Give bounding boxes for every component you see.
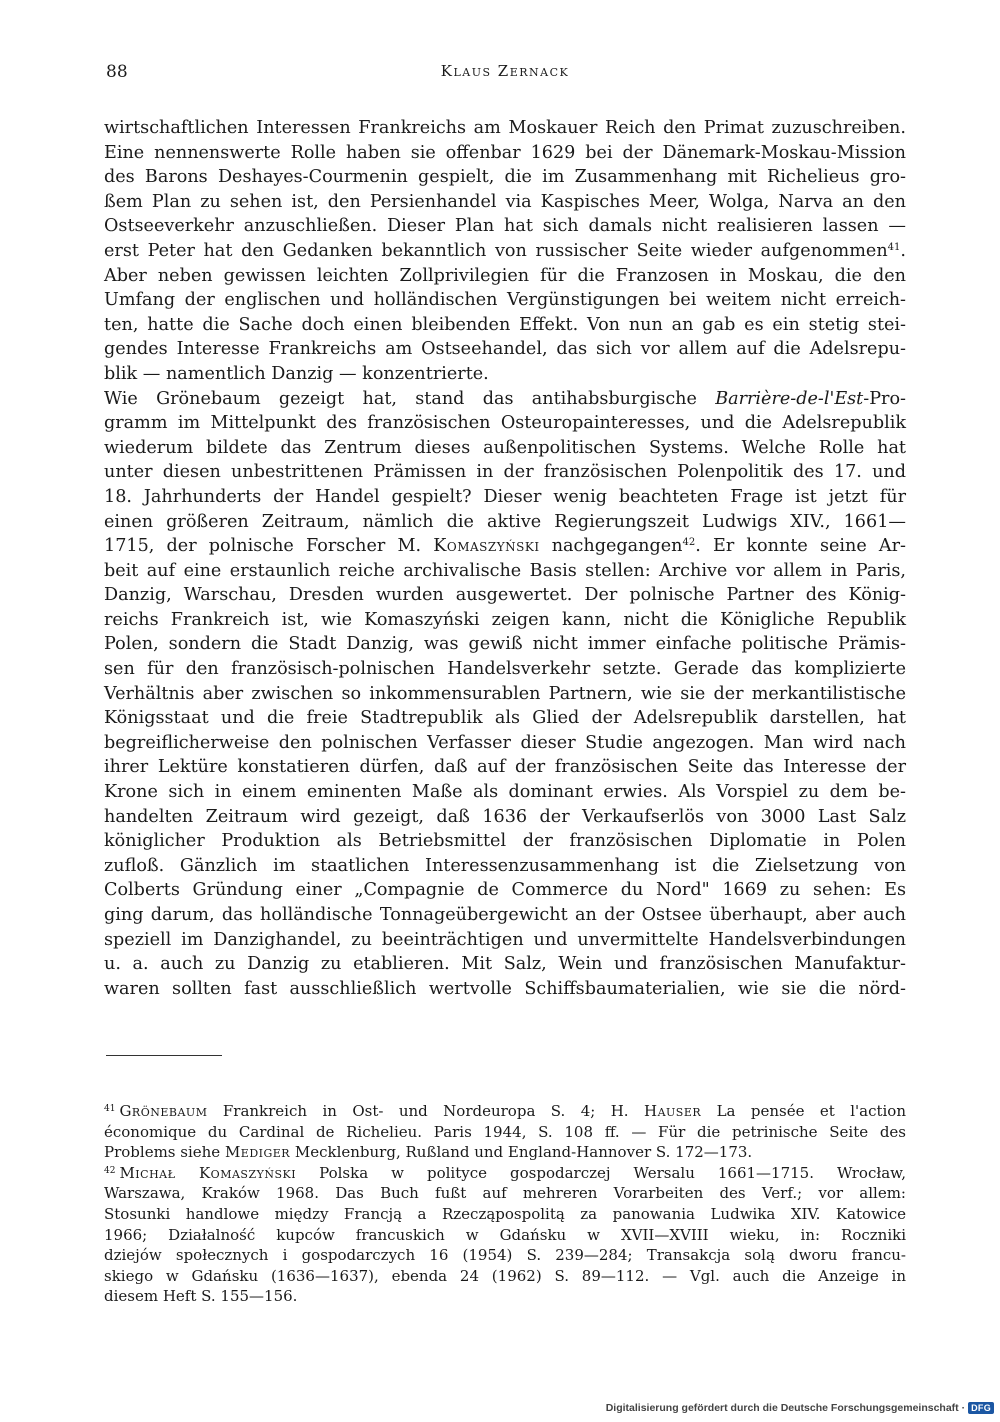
text-line: Ostseeverkehr anzuschließen. Dieser Plan hat sich damals nicht realisieren lassen — [104,216,906,237]
text-line: reichs Frankreich ist, wie Komaszyński zeigen kann, nicht die Königliche Republik [104,609,906,630]
text-line [104,534,906,559]
footnote-ref-42[interactable]: 42 [682,537,696,549]
text-line [104,387,906,412]
footnote-42 [104,1163,906,1184]
text-line: handelten Zeitraum wird gezeigt, daß 1636 der Verkaufserlös von 3000 Last Salz [104,806,906,827]
footnote-line: Warszawa, Kraków 1968. Das Buch fußt auf mehreren Vorarbeiten des Verf.; vor allem: [104,1184,906,1203]
text-fragment: -Pro- [863,388,906,409]
text-line: Aber neben gewissen leichten Zollprivilegien für die Franzosen in Moskau, die den [104,265,906,286]
footnote-line: Stosunki handlowe między Francją a Rzecząpospolitą za panowania Ludwika XIV. Katowice [104,1204,906,1223]
text-fragment: Frankreich in Ost- und Nordeuropa S. 4; H. [207,1102,644,1120]
text-line: Umfang der englischen und holländischen Vergünstigungen bei weitem nicht erreich- [104,290,906,311]
text-line [104,239,906,264]
footnote-number: 42 [104,1165,116,1176]
page-number: 88 [106,62,128,82]
author-name: Hauser [644,1102,702,1120]
text-line: speziell im Danzighandel, zu beeinträchtigen und unvermittelte Handelsverbindungen [104,929,906,950]
text-line: blik — namentlich Danzig — konzentrierte. [104,363,489,384]
author-name: Michał Komaszyński [119,1163,297,1182]
text-line: unter diesen unbestrittenen Prämissen in der französischen Polenpolitik des 17. und [104,462,906,483]
text-line: waren sollten fast ausschließlich wertvolle Schiffsbaumaterialien, wie sie die nörd- [104,978,906,999]
text-line: Krone sich in einem eminenten Maße als dominant erwies. Als Vorspiel zu dem be- [104,782,906,803]
text-fragment: Problems siehe [104,1143,225,1162]
footnote-line: diesem Heft S. 155—156. [104,1287,298,1306]
text-fragment: . Er konnte seine Ar- [695,536,906,557]
body-text [104,116,906,1001]
text-fragment: 1715, der polnische Forscher M. [104,536,434,557]
text-line: zufloß. Gänzlich im staatlichen Interessenzusammenhang ist die Zielsetzung von [104,855,906,876]
text-fragment: La pensée et l'action [701,1102,906,1120]
text-line: ging darum, das holländische Tonnageübergewicht an der Ostsee überhaupt, aber auch [104,905,906,925]
footnote-line: 1966; Działalność kupców francuskich w Gdańsku w XVII—XVIII wieku, in: Roczniki [104,1225,906,1244]
text-line: ßem Plan zu sehen ist, den Persienhandel via Kaspisches Meer, Wolga, Narva an den [104,191,906,212]
text-line: beit auf eine erstaunlich reiche archivalische Basis stellen: Archive vor allem in Paris, [104,560,906,581]
running-head: Klaus Zernack [440,62,570,80]
footnote-ref-41[interactable]: 41 [887,241,901,253]
footnote-line [104,1142,906,1163]
text-line: Colberts Gründung einer „Compagnie de Commerce du Nord" 1669 zu sehen: Es [104,880,906,901]
footnote-line: économique du Cardinal de Richelieu. Paris 1944, S. 108 ff. — Für die petrinische Seite des [104,1122,906,1141]
text-line: ihrer Lektüre konstatieren dürfen, daß auf der französischen Seite das Interesse der [104,757,906,778]
text-fragment: erst Peter hat den Gedanken bekanntlich von russischer Seite wieder aufgenommen [104,240,888,261]
text-line: Eine nennenswerte Rolle haben sie offenbar 1629 bei der Dänemark-Moskau-Mission [104,142,906,163]
digitization-notice [606,1400,994,1416]
text-line: ten, hatte die Sache doch einen bleibenden Effekt. Von nun an gab es ein stetig stei- [104,314,906,335]
text-line: u. a. auch zu Danzig zu etablieren. Mit Salz, Wein und französischen Manufaktur- [104,954,906,975]
text-fragment: Polska w polityce gospodarczej Wersalu 1661—1715. Wrocław, [296,1163,906,1182]
text-line: Königsstaat und die freie Stadtrepublik als Glied der Adelsrepublik darstellen, hat [104,708,906,729]
digitization-text: Digitalisierung gefördert durch die Deutsche Forschungsgemeinschaft · [605,1402,966,1414]
text-fragment: Mecklenburg, Rußland und England-Hannover S. 172—173. [290,1143,753,1162]
text-line: Danzig, Warschau, Dresden wurden ausgewertet. Der polnische Partner des König- [104,585,906,606]
text-fragment: . [900,240,906,261]
text-line: Verhältnis aber zwischen so inkommensurablen Partnern, wie sie der merkantilistische [104,683,906,704]
author-name: Komaszyński [433,536,540,557]
author-name: Grönebaum [119,1102,208,1120]
text-line: 18. Jahrhunderts der Handel gespielt? Dieser wenig beachteten Frage ist jetzt für [104,486,906,507]
footnote-divider [106,1055,222,1056]
page-header [106,62,904,92]
text-line: wiederum bildete das Zentrum dieses außenpolitischen Systems. Welche Rolle hat [104,437,906,458]
text-line: Polen, sondern die Stadt Danzig, was gewiß nicht immer einfache politische Prämis- [104,634,906,655]
footnote-line: skiego w Gdańsku (1636—1637), ebenda 24 (1962) S. 89—112. — Vgl. auch die Anzeige in [104,1266,906,1285]
text-line: einen größeren Zeitraum, nämlich die aktive Regierungszeit Ludwigs XIV., 1661— [104,511,906,532]
text-line: begreiflicherweise den polnischen Verfasser dieser Studie angezogen. Man wird nach [104,732,906,753]
text-line: des Barons Deshayes-Courmenin gespielt, die im Zusammenhang mit Richelieus gro- [104,167,906,188]
text-line: sen für den französisch-polnischen Handelsverkehr setzte. Gerade das komplizierte [104,659,906,680]
text-line: königlicher Produktion als Betriebsmittel der französischen Diplomatie in Polen [104,831,906,852]
text-line: gramm im Mittelpunkt des französischen Osteuropainteresses, und die Adelsrepublik [104,413,906,434]
footnote-41 [104,1101,906,1122]
text-fragment: nachgegangen [539,536,683,557]
footnote-line: dziejów społecznych i gospodarczych 16 (1954) S. 239—284; Transakcja solą dworu francu- [104,1246,906,1265]
footnotes [104,1101,906,1307]
text-line: wirtschaftlichen Interessen Frankreichs am Moskauer Reich den Primat zuzuschreiben. [104,118,906,138]
text-fragment: Wie Grönebaum gezeigt hat, stand das antihabsburgische [104,388,716,409]
footnote-number: 41 [104,1104,116,1114]
text-line: gendes Interesse Frankreichs am Ostseehandel, das sich vor allem auf die Adelsrepu- [104,339,906,360]
italic-term: Barrière-de-l'Est [715,388,864,409]
dfg-logo-icon: DFG [968,1402,994,1414]
author-name: Mediger [224,1143,291,1162]
